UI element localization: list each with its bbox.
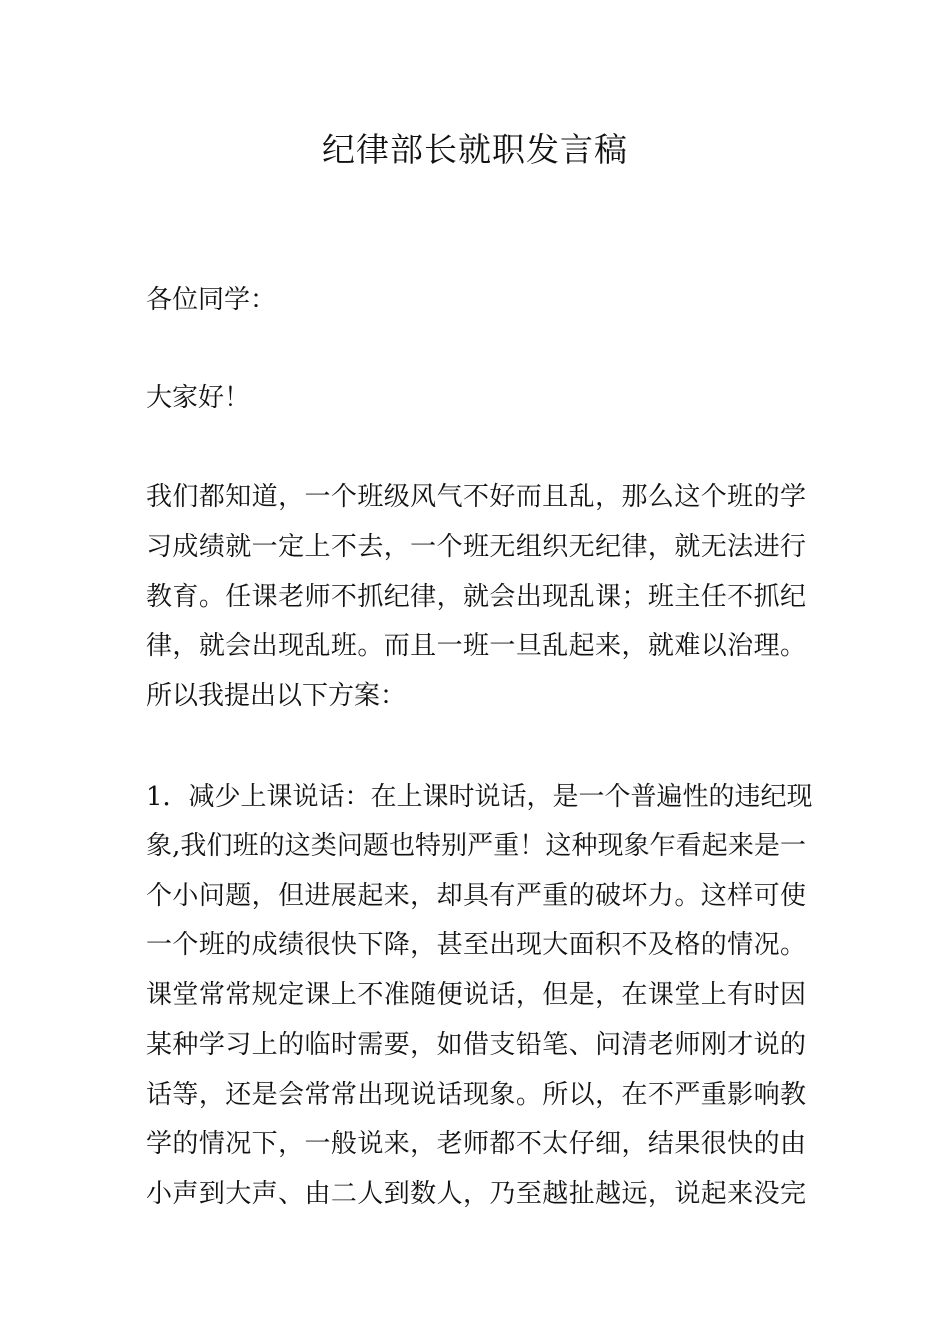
paragraph-line: 我们都知道，一个班级风气不好而且乱，那么这个班的学 [146, 482, 806, 512]
paragraph-line: 小声到大声、由二人到数人，乃至越扯越远，说起来没完 [146, 1179, 806, 1209]
paragraph-line: 律，就会出现乱班。而且一班一旦乱起来，就难以治理。 [146, 631, 806, 661]
salutation: 各位同学： [146, 285, 277, 315]
paragraph-line: 学的情况下，一般说来，老师都不太仔细，结果很快的由 [146, 1129, 806, 1159]
paragraph-line: 1．减少上课说话：在上课时说话，是一个普遍性的违纪现 [146, 782, 813, 812]
paragraph-line: 习成绩就一定上不去，一个班无组织无纪律，就无法进行 [146, 532, 806, 562]
paragraph-line: 个小问题，但进展起来，却具有严重的破坏力。这样可使 [146, 881, 806, 911]
paragraph-line: 话等，还是会常常出现说话现象。所以，在不严重影响教 [146, 1080, 806, 1110]
paragraph-line: 一个班的成绩很快下降，甚至出现大面积不及格的情况。 [146, 930, 806, 960]
paragraph-line: 教育。任课老师不抓纪律，就会出现乱课；班主任不抓纪 [146, 582, 806, 612]
paragraph-line: 象,我们班的这类问题也特别严重！这种现象乍看起来是一 [146, 831, 806, 861]
greeting: 大家好！ [146, 383, 251, 413]
paragraph-line: 某种学习上的临时需要，如借支铅笔、问清老师刚才说的 [146, 1030, 806, 1060]
paragraph-line: 所以我提出以下方案： [146, 681, 407, 711]
paragraph-line: 课堂常常规定课上不准随便说话，但是，在课堂上有时因 [146, 980, 806, 1010]
document-title: 纪律部长就职发言稿 [322, 130, 628, 169]
